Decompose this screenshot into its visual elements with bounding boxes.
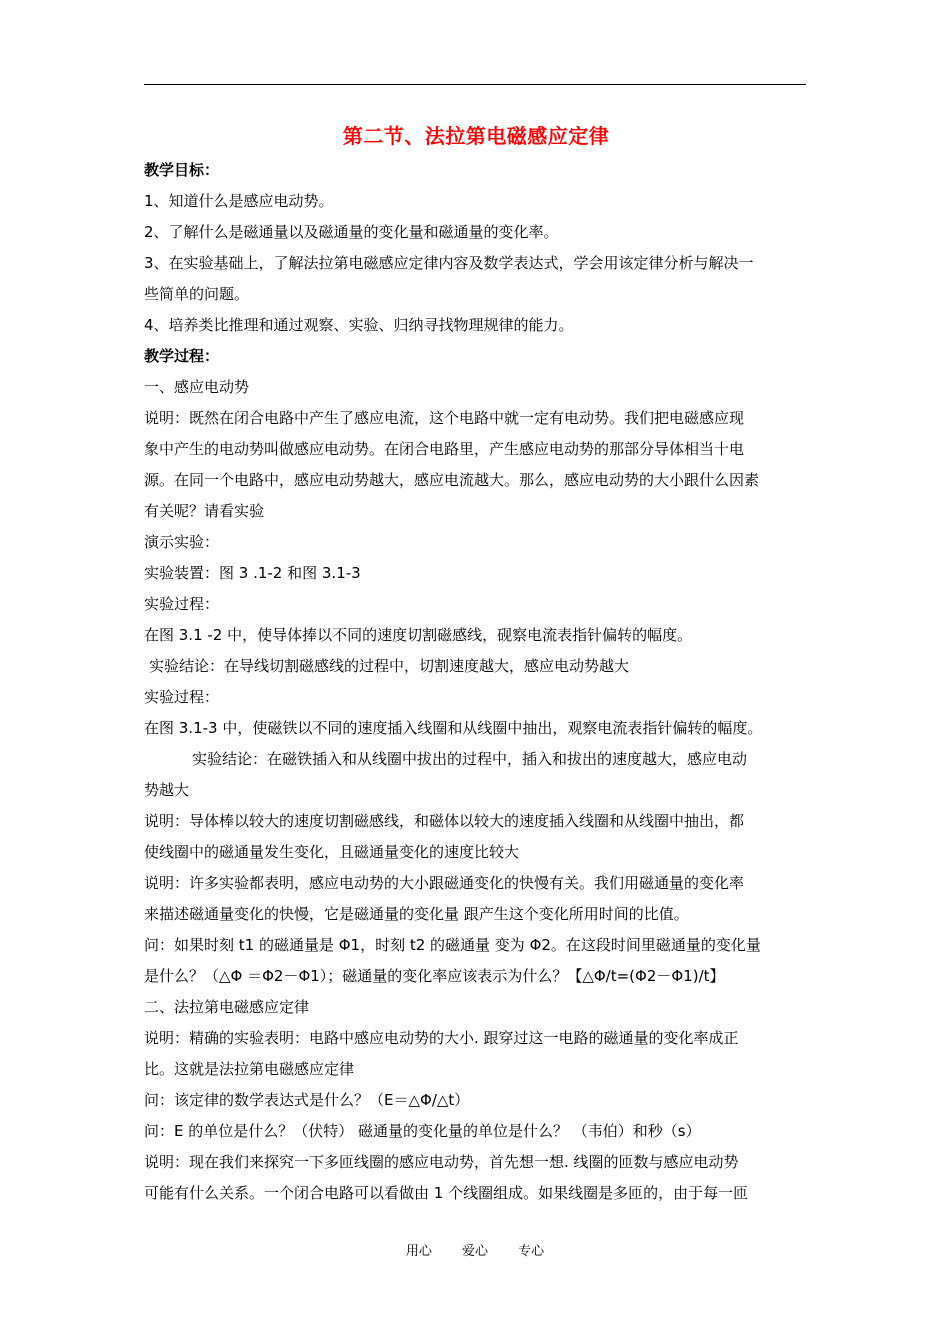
document-title: 第二节、法拉第电磁感应定律 xyxy=(342,124,610,148)
text-line: 在图 3.1 -2 中，使导体捧以不同的速度切割磁感线，砚察电流表指针偏转的幅度。 xyxy=(144,626,693,644)
footer-item: 用心 xyxy=(405,1244,432,1259)
text-line: 说明：现在我们来探究一下多匝线圈的感应电动势，首先想一想. 线圈的匝数与感应电动势 xyxy=(144,1153,739,1171)
text-line: 实验装置：图 3 .1-2 和图 3.1-3 xyxy=(144,564,361,582)
text-line: 二、法拉第电磁感应定律 xyxy=(144,998,310,1016)
footer-item: 爱心 xyxy=(461,1244,488,1259)
text-line: 问：E 的单位是什么？（伏特） 磁通量的变化量的单位是什么？ （韦伯）和秒（s） xyxy=(144,1122,701,1140)
section-heading: 教学过程： xyxy=(144,347,220,365)
paragraph-lines xyxy=(144,155,808,1209)
text-line: 象中产生的电动势叫做感应电动势。在闭合电路里，产生感应电动势的那部分导体相当十电 xyxy=(144,440,745,458)
text-line: 说明：精确的实验表明：电路中感应电动势的大小. 跟穿过这一电路的磁通量的变化率成正 xyxy=(144,1029,739,1047)
text-line: 说明：许多实验都表明，感应电动势的大小跟磁通变化的快慢有关。我们用磁通量的变化率 xyxy=(144,874,745,892)
text-line: 是什么？（△Φ ＝Φ2－Φ1）；磁通量的变化率应该表示为什么？【△Φ/t=(Φ2－Φ1)/t】 xyxy=(144,967,725,985)
text-line: 说明：导体棒以较大的速度切割磁感线，和磁体以较大的速度插入线圈和从线圈中抽出，都 xyxy=(144,812,745,830)
text-line: 演示实验： xyxy=(144,533,220,551)
text-line: 3、在实验基础上，了解法拉第电磁感应定律内容及数学表达式，学会用该定律分析与解决一 xyxy=(144,254,754,272)
text-line: 势越大 xyxy=(144,781,190,799)
text-line: 使线圈中的磁通量发生变化，且磁通量变化的速度比较大 xyxy=(144,843,520,861)
section-heading: 教学目标： xyxy=(144,161,220,179)
page-footer xyxy=(0,1242,950,1262)
text-line: 4、培养类比推理和通过观察、实验、归纳寻找物理规律的能力。 xyxy=(144,316,574,334)
text-line: 比。这就是法拉第电磁感应定律 xyxy=(144,1060,355,1078)
document-body xyxy=(144,118,808,1209)
header-rule xyxy=(144,84,806,85)
text-line: 些简单的问题。 xyxy=(144,285,250,303)
text-line: 可能有什么关系。一个闭合电路可以看做由 1 个线圈组成。如果线圈是多匝的，由于每一匝 xyxy=(144,1184,749,1202)
text-line: 一、感应电动势 xyxy=(144,378,250,396)
text-line: 实验结论：在磁铁插入和从线圈中拔出的过程中，插入和拔出的速度越大，感应电动 xyxy=(192,750,748,768)
text-line: 在图 3.1-3 中，使磁铁以不同的速度插入线圈和从线圈中抽出，观察电流表指针偏转的幅度。 xyxy=(144,719,763,737)
footer-item: 专心 xyxy=(518,1244,545,1259)
text-line: 问：如果时刻 t1 的磁通量是 Φ1，时刻 t2 的磁通量 变为 Φ2。在这段时间里磁通量的变化量 xyxy=(144,936,761,954)
text-line: 说明：既然在闭合电路中产生了感应电流，这个电路中就一定有电动势。我们把电磁感应现 xyxy=(144,409,745,427)
text-line: 有关呢？请看实验 xyxy=(144,502,265,520)
text-line: 1、知道什么是感应电动势。 xyxy=(144,192,334,210)
text-line: 实验过程： xyxy=(144,595,220,613)
text-line: 实验结论：在导线切割磁感线的过程中，切割速度越大，感应电动势越大 xyxy=(149,657,630,675)
text-line: 2、了解什么是磁通量以及磁通量的变化量和磁通量的变化率。 xyxy=(144,223,559,241)
text-line: 源。在同一个电路中，感应电动势越大，感应电流越大。那么，感应电动势的大小跟什么因素 xyxy=(144,471,760,489)
text-line: 问：该定律的数学表达式是什么？（E＝△Φ/△t） xyxy=(144,1091,470,1109)
text-line: 来描述磁通量变化的快慢，它是磁通量的变化量 跟产生这个变化所用时间的比值。 xyxy=(144,905,689,923)
text-line: 实验过程： xyxy=(144,688,220,706)
